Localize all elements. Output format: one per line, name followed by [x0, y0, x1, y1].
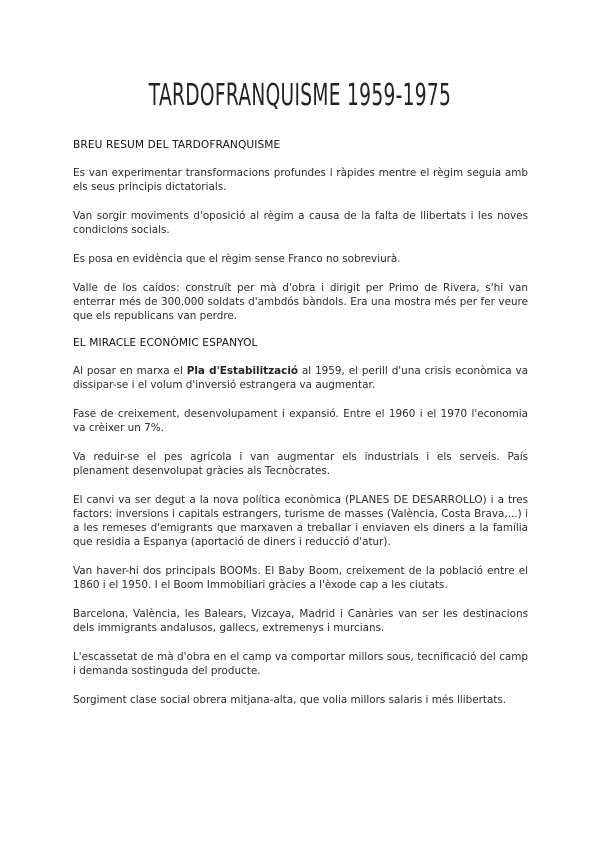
- paragraph: Sorgiment clase social obrera mitjana-alta, que volia millors salaris i més llibertats.: [73, 693, 507, 706]
- paragraph: L'escassetat de mà d'obra en el camp va comportar millors sous, tecnificació del camp i demanda sostinguda del producte.: [73, 650, 528, 678]
- paragraph: Valle de los caídos: construït per mà d'obra i dirigit per Primo de Rivera, s'hi van enterrar més de 300.000 soldats d'ambdós bàndols. Era una mostra més per fer veure que els republicans van perdre.: [73, 281, 528, 323]
- paragraph: [73, 364, 528, 392]
- paragraph: Es van experimentar transformacions profundes i ràpides mentre el règim seguia amb els seus principis dictatorials.: [73, 167, 528, 194]
- document-body: [73, 138, 528, 721]
- paragraph: Van haver-hi dos principals BOOMs. El Baby Boom, creixement de la població entre el 1860 i el 1950. I el Boom Immobiliari gràcies a l'èxode cap a les ciutats.: [73, 565, 528, 592]
- section-heading-resum: BREU RESUM DEL TARDOFRANQUISME: [73, 139, 281, 151]
- section-heading-miracle: EL MIRACLE ECONÒMIC ESPANYOL: [73, 336, 258, 349]
- paragraph: Barcelona, València, les Balears, Vizcaya, Madrid i Canàries van ser les destinacions dels immigrants andalusos, gallecs, extremenys i murcians.: [73, 607, 528, 635]
- paragraph: El canvi va ser degut a la nova política econòmica (PLANES DE DESARROLLO) i a tres factors: inversions i capitals estrangers, turisme de masses (València, Costa Brava,...) i a les remeses d'emigrants que marxaven a treballar i enviaven els diners a la família que residia a Espanya (aportació de diners i reducció d'atur).: [73, 493, 528, 549]
- paragraph: Va reduir-se el pes agrícola i van augmentar els industrials i els serveis. País plenament desenvolupat gràcies als Tecnòcrates.: [73, 450, 528, 478]
- page-title: TARDOFRANQUISME 1959-1975: [148, 78, 452, 113]
- paragraph: Van sorgir moviments d'oposició al règim a causa de la falta de llibertats i les noves condicions socials.: [73, 210, 528, 237]
- text-span: al 1959, el perill d'una crisis econòmica va dissipar-se i el volum d'inversió estrangera va augmentar.: [73, 365, 528, 392]
- text-span: Al posar en marxa el: [73, 365, 187, 378]
- paragraph: Es posa en evidència que el règim sense Franco no sobreviurà.: [73, 253, 401, 266]
- bold-term: Pla d'Estabilització: [186, 365, 299, 378]
- paragraph: Fase de creixement, desenvolupament i expansió. Entre el 1960 i el 1970 l'economia va crèixer un 7%.: [73, 407, 528, 435]
